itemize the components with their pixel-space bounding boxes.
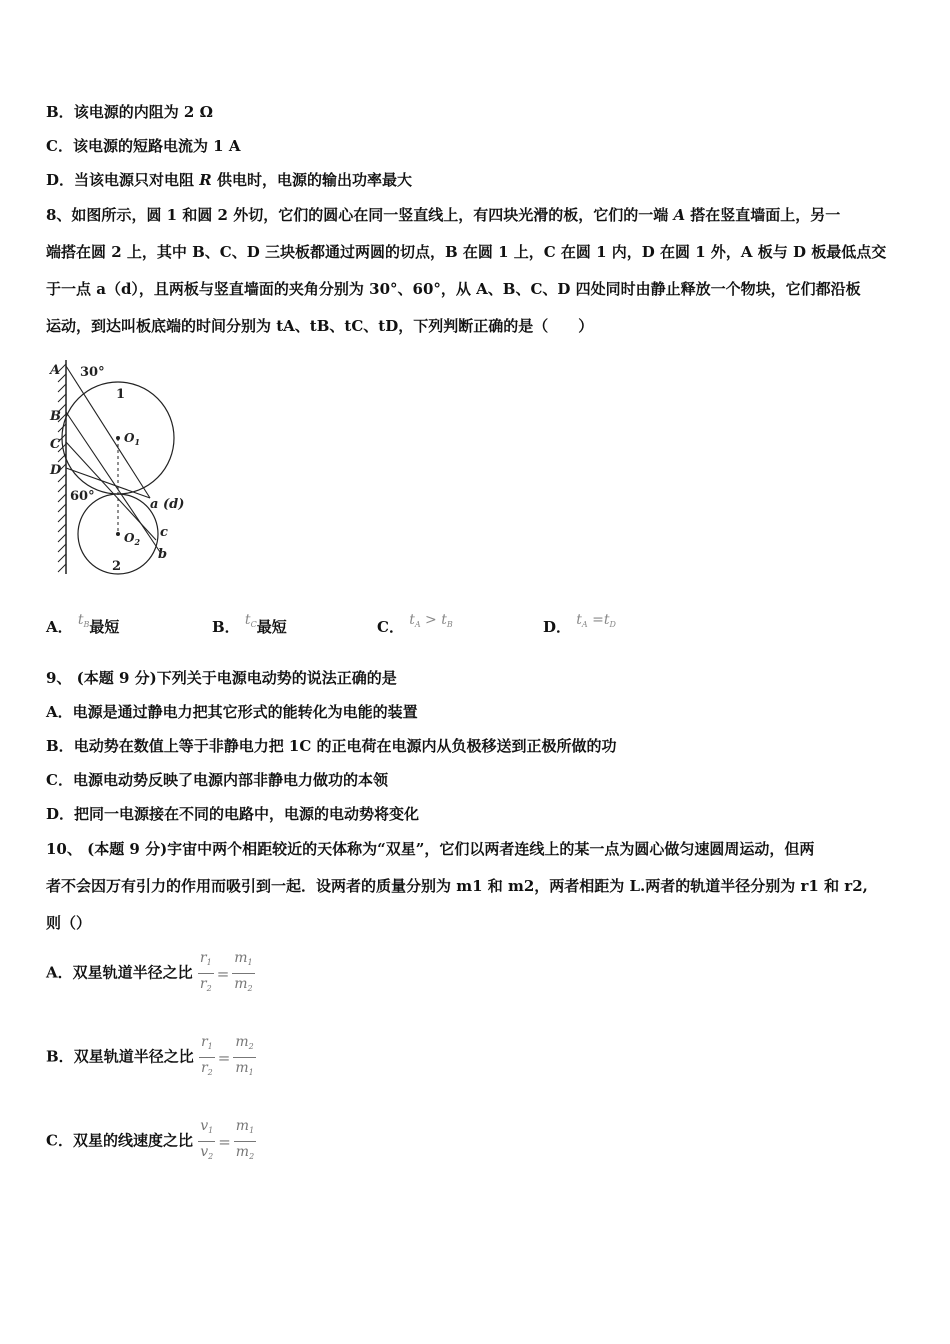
option-label: A． xyxy=(46,618,73,636)
q7-option-c xyxy=(46,136,240,156)
option-label: C． xyxy=(46,771,73,789)
option-text: 双星轨道半径之比 xyxy=(73,1047,194,1066)
label-d-point: D xyxy=(50,463,62,478)
label-o1: $O_1$ xyxy=(124,431,141,447)
option-label: A． xyxy=(46,963,73,982)
option-text: 电源电动势反映了电源内部非静电力做功的本领 xyxy=(72,771,388,789)
fraction-right: $\frac{m_1}{m_2}$ xyxy=(234,950,253,993)
option-label: D． xyxy=(46,171,75,189)
q8-option-a xyxy=(46,612,120,637)
option-text: 该电源的短路电流为 1 A xyxy=(72,137,241,155)
fraction-left: $\frac{v_1}{v_2}$ xyxy=(200,1118,214,1161)
board-b xyxy=(66,412,160,552)
option-label: B． xyxy=(212,618,240,636)
q9-option-a xyxy=(46,702,418,722)
option-label: D． xyxy=(46,805,75,823)
option-math: $t_A > t_B$ xyxy=(409,612,453,629)
q7-option-b xyxy=(46,102,213,122)
option-math: $t_C$ xyxy=(244,612,257,629)
option-text: 当该电源只对电阻 xyxy=(74,171,200,189)
q8-option-c xyxy=(377,612,453,637)
label-a-d: a (d) xyxy=(150,497,185,512)
q9-option-b xyxy=(46,736,617,756)
equals-sign: = xyxy=(218,1132,231,1151)
option-text: 电动势在数值上等于非静电力把 1C 的正电荷在电源内从负极移送到正极所做的功 xyxy=(73,737,617,755)
fraction-left: $\frac{r_1}{r_2}$ xyxy=(199,950,212,993)
center-o2 xyxy=(116,532,120,536)
option-label: A． xyxy=(46,703,73,721)
label-30: 30° xyxy=(80,365,105,380)
q10-stem-line-3: 则（） xyxy=(46,914,92,932)
label-circle-2: 2 xyxy=(112,559,122,574)
variable-r: R xyxy=(199,171,212,189)
q8-text-a: 8、如图所示，圆 1 和圆 2 外切，它们的圆心在同一竖直线上，有四块光滑的板，它们的一端 xyxy=(46,206,674,224)
option-label: B． xyxy=(46,103,74,121)
option-label: B． xyxy=(46,737,74,755)
q8-figure xyxy=(40,352,200,584)
option-label: C． xyxy=(46,137,73,155)
option-text: 该电源的内阻为 2 Ω xyxy=(73,103,213,121)
equals-sign: = xyxy=(217,1048,231,1067)
fraction-right: $\frac{m_2}{m_1}$ xyxy=(235,1034,254,1077)
center-o1 xyxy=(116,436,120,440)
label-c-end: c xyxy=(160,525,168,540)
option-text: 电源是通过静电力把其它形式的能转化为电能的装置 xyxy=(72,703,418,721)
label-a-point: A xyxy=(50,363,61,378)
label-60: 60° xyxy=(70,489,95,504)
q8-stem-line-2: 端搭在圆 2 上，其中 B、C、D 三块板都通过两圆的切点，B 在圆 1 上，C 在圆 1 内，D 在圆 1 外，A 板与 D 板最低点交 xyxy=(46,243,887,261)
option-text-rest: 供电时，电源的输出功率最大 xyxy=(211,171,412,189)
option-text: 把同一电源接在不同的电路中，电源的电动势将变化 xyxy=(74,805,420,823)
q8-stem-line-3: 于一点 a（d），且两板与竖直墙面的夹角分别为 30°、60°，从 A、B、C、D 四处同时由静止释放一个物块，它们都沿板 xyxy=(46,280,861,298)
q8-option-d xyxy=(543,612,616,637)
fraction-left: $\frac{r_1}{r_2}$ xyxy=(200,1034,213,1077)
q9-stem: 9、 (本题 9 分)下列关于电源电动势的说法正确的是 xyxy=(46,669,397,687)
label-circle-1: 1 xyxy=(116,387,126,402)
option-math: $t_A =t_D$ xyxy=(576,612,616,629)
equals-sign: = xyxy=(216,964,230,983)
fraction-right: $\frac{m_1}{m_2}$ xyxy=(235,1118,255,1161)
label-o2: $O_2$ xyxy=(124,531,141,547)
q9-option-c xyxy=(46,770,388,790)
q8-stem-line-1 xyxy=(46,205,840,225)
option-text: 最短 xyxy=(256,618,287,636)
q10-option-a xyxy=(46,948,255,999)
option-text: 双星轨道半径之比 xyxy=(72,963,193,982)
option-text: 最短 xyxy=(89,618,120,636)
q8-stem-line-4: 运动，到达叫板底端的时间分别为 tA、tB、tC、tD，下列判断正确的是（ ） xyxy=(46,317,594,335)
option-label: C． xyxy=(46,1131,73,1150)
label-b-point: B xyxy=(50,409,61,424)
q10-option-b xyxy=(46,1032,256,1083)
q8-option-b xyxy=(212,612,287,637)
q10-stem-line-1: 10、 (本题 9 分)宇宙中两个相距较近的天体称为“双星”，它们以两者连线上的某一点为圆心做匀速圆周运动，但两 xyxy=(46,840,815,858)
q10-option-c xyxy=(46,1116,256,1167)
option-text: 双星的线速度之比 xyxy=(72,1131,193,1150)
label-b-end: b xyxy=(158,547,168,562)
option-math: $t_B$ xyxy=(77,612,90,629)
q7-option-d xyxy=(46,170,412,190)
option-label: D． xyxy=(543,618,572,636)
q8-var-a: A xyxy=(673,206,686,224)
option-label: B． xyxy=(46,1047,74,1066)
label-c-point: C xyxy=(50,437,61,452)
q10-stem-line-2: 者不会因万有引力的作用而吸引到一起．设两者的质量分别为 m1 和 m2，两者相距为 L.两者的轨道半径分别为 r1 和 r2, xyxy=(46,877,868,895)
q9-option-d xyxy=(46,804,419,824)
q8-text-b: 搭在竖直墙面上，另一 xyxy=(685,206,841,224)
option-label: C． xyxy=(377,618,404,636)
